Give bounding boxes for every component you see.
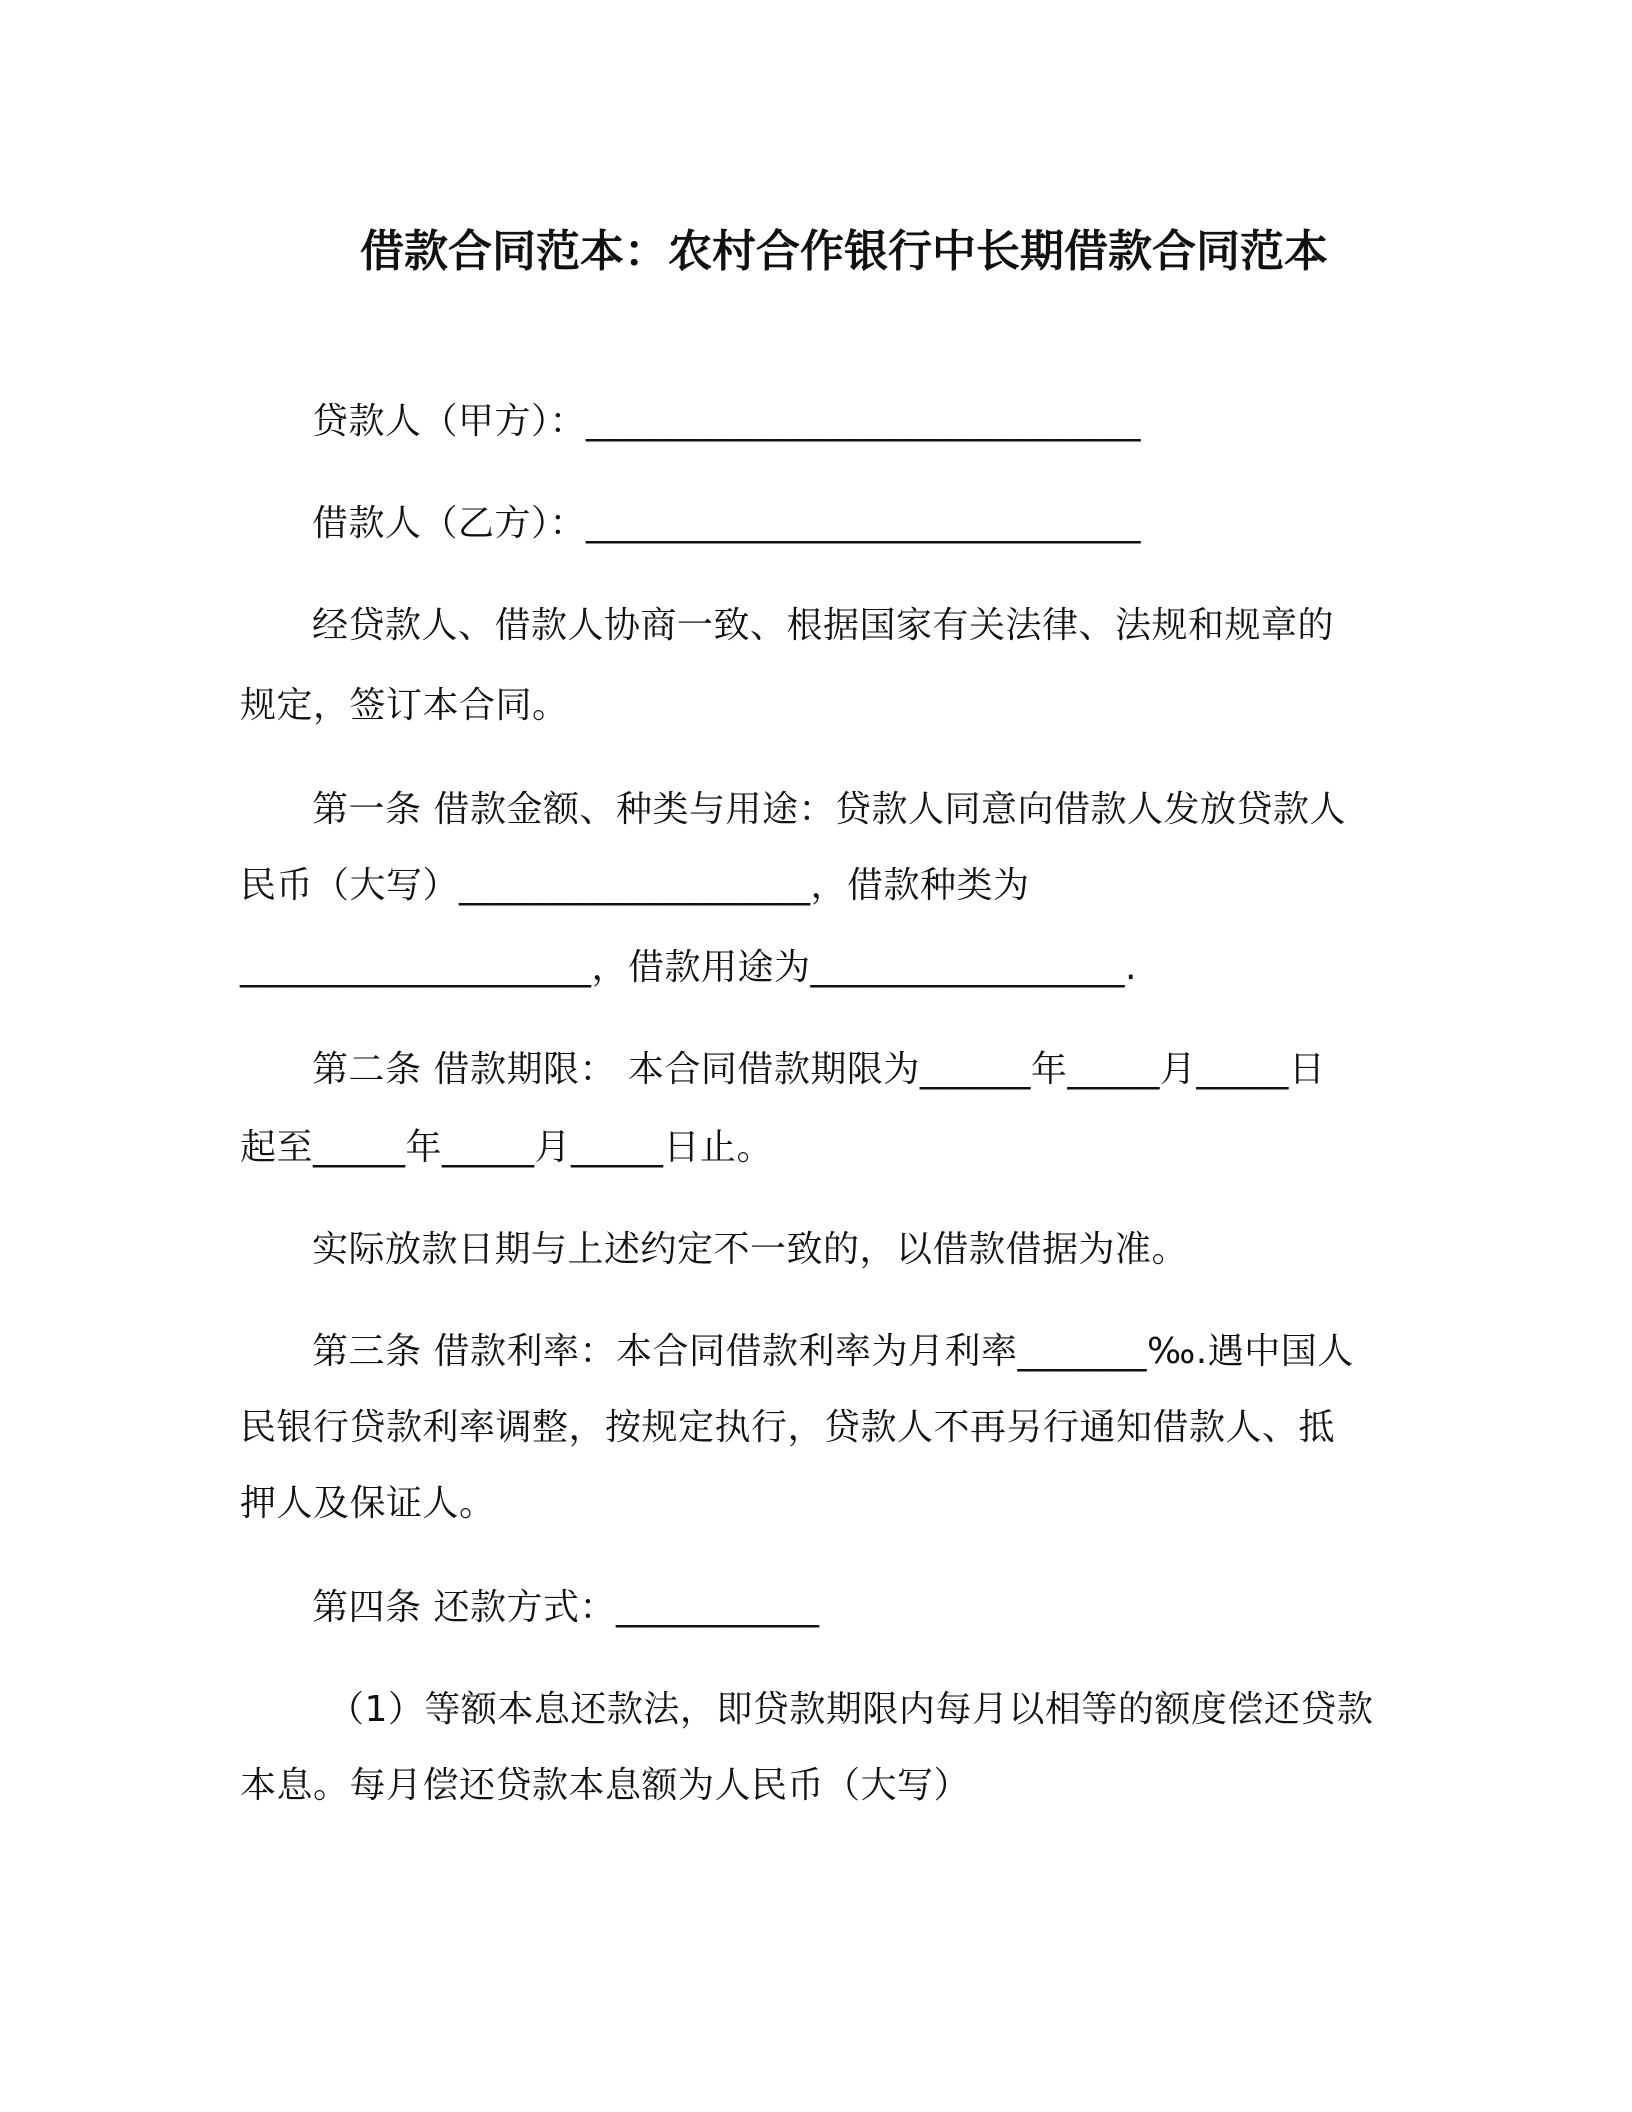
borrower-line: 借款人（乙方）：______________________________: [312, 503, 1142, 544]
article-2-line-2: 起至_____年_____月_____日止。: [240, 1127, 774, 1168]
disbursement-note: 实际放款日期与上述约定不一致的，以借款借据为准。: [312, 1229, 1189, 1270]
lender-line: 贷款人（甲方）：______________________________: [312, 401, 1142, 442]
article-1-line-2: 民币（大写）___________________，借款种类为: [240, 865, 1030, 906]
article-1-line-3: ___________________，借款用途为_________________.: [240, 947, 1137, 988]
intro-paragraph-line-1: 经贷款人、借款人协商一致、根据国家有关法律、法规和规章的: [312, 605, 1335, 646]
article-3-line-3: 押人及保证人。: [240, 1483, 496, 1524]
repayment-method-1-line-2: 本息。每月偿还贷款本息额为人民币（大写）: [240, 1765, 971, 1806]
repayment-method-1-line-1: （1）等额本息还款法，即贷款期限内每月以相等的额度偿还贷款: [328, 1689, 1374, 1730]
article-2-line-1: 第二条 借款期限： 本合同借款期限为______年_____月_____日: [312, 1049, 1326, 1090]
article-1-line-1: 第一条 借款金额、种类与用途：贷款人同意向借款人发放贷款人: [312, 789, 1346, 830]
document-title: 借款合同范本：农村合作银行中长期借款合同范本: [360, 226, 1328, 277]
article-4-line: 第四条 还款方式：___________: [312, 1587, 820, 1628]
article-3-line-2: 民银行贷款利率调整，按规定执行，贷款人不再另行通知借款人、抵: [240, 1407, 1336, 1448]
intro-paragraph-line-2: 规定，签订本合同。: [240, 685, 569, 726]
article-3-line-1: 第三条 借款利率：本合同借款利率为月利率_______‰.遇中国人: [312, 1331, 1354, 1372]
